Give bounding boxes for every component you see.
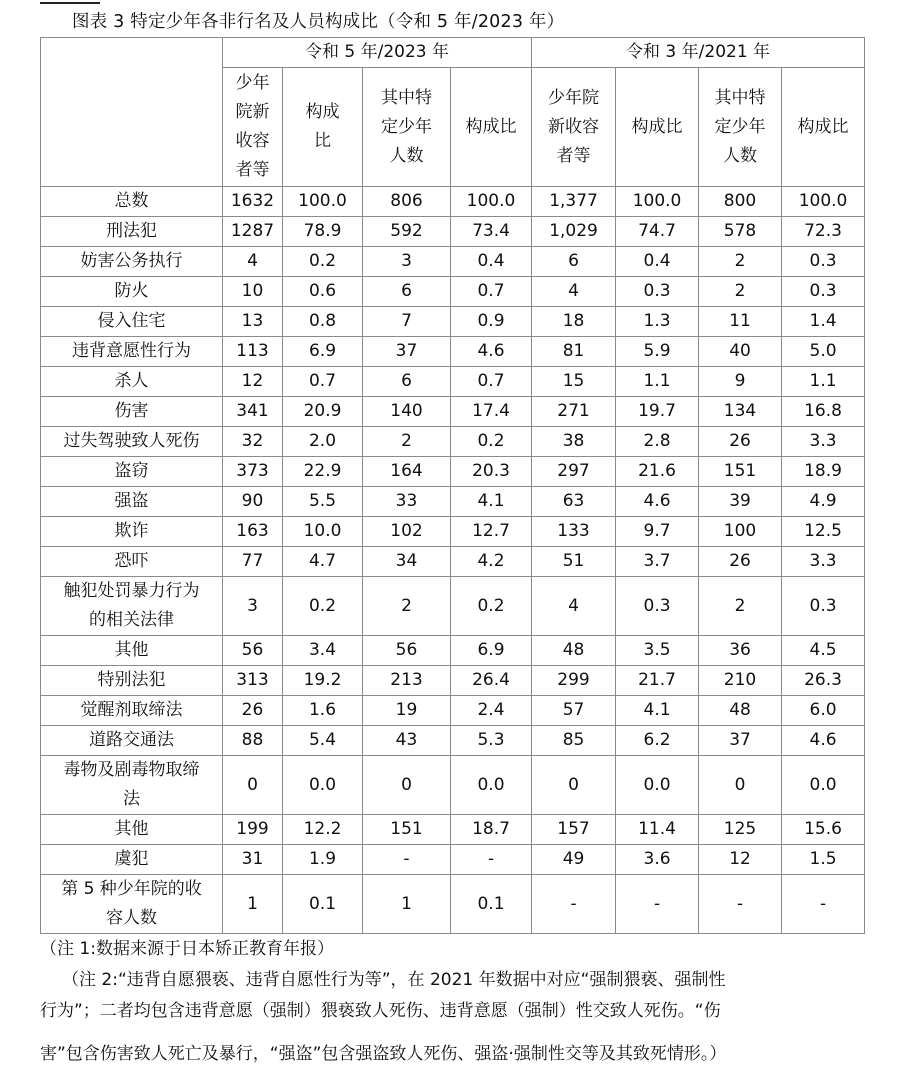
table-cell: 0.4: [616, 247, 699, 277]
table-cell: 0.0: [782, 756, 865, 815]
group-header-2021: 令和 3 年/2021 年: [532, 38, 865, 68]
row-label: [41, 726, 223, 756]
table-cell: 0.7: [451, 367, 532, 397]
column-header-line: 新收容: [548, 116, 600, 137]
row-label-line: 总数: [114, 191, 149, 211]
row-label: [41, 307, 223, 337]
table-cell: 57: [532, 696, 616, 726]
table-row: [41, 756, 865, 815]
table-cell: 20.3: [451, 457, 532, 487]
row-label: [41, 666, 223, 696]
table-cell: 1: [363, 875, 451, 934]
row-label-line: 法: [123, 789, 140, 809]
table-cell: 4: [532, 577, 616, 636]
table-cell: 4.1: [616, 696, 699, 726]
row-label-line: 其他: [114, 640, 149, 660]
table-cell: 341: [223, 397, 283, 427]
note-2-line-2: 行为”；二者均包含违背意愿（强制）猥亵致人死伤、违背意愿（强制）性交致人死伤。“伤: [40, 1001, 721, 1021]
table-row: [41, 636, 865, 666]
table-cell: 26.3: [782, 666, 865, 696]
table-cell: 12: [699, 845, 782, 875]
table-cell: 10.0: [283, 517, 363, 547]
table-cell: 90: [223, 487, 283, 517]
column-header-line: 者等: [556, 145, 591, 166]
row-label: [41, 577, 223, 636]
table-cell: 299: [532, 666, 616, 696]
table-cell: 10: [223, 277, 283, 307]
table-cell: 3.3: [782, 547, 865, 577]
row-label-line: 其他: [114, 819, 149, 839]
row-label-line: 觉醒剂取缔法: [80, 700, 183, 720]
table-cell: 1.4: [782, 307, 865, 337]
table-cell: 11.4: [616, 815, 699, 845]
row-label-line: 侵入住宅: [97, 311, 166, 331]
table-cell: 164: [363, 457, 451, 487]
table-cell: 0.3: [616, 577, 699, 636]
table-cell: 37: [699, 726, 782, 756]
table-row: [41, 457, 865, 487]
table-body: [41, 187, 865, 934]
table-cell: -: [782, 875, 865, 934]
table-cell: 134: [699, 397, 782, 427]
table-row: [41, 247, 865, 277]
table-cell: 0.1: [283, 875, 363, 934]
column-header-line: 人数: [389, 145, 424, 166]
table-cell: 806: [363, 187, 451, 217]
table-cell: 33: [363, 487, 451, 517]
table-cell: -: [363, 845, 451, 875]
note-1: （注 1:数据来源于日本矫正教育年报）: [40, 939, 334, 959]
column-header-line: 少年院: [548, 87, 600, 108]
table-cell: 63: [532, 487, 616, 517]
table-cell: 43: [363, 726, 451, 756]
table-cell: 19.7: [616, 397, 699, 427]
table-cell: 2.0: [283, 427, 363, 457]
row-label-line: 强盗: [114, 491, 149, 511]
table-cell: 140: [363, 397, 451, 427]
table-cell: 13: [223, 307, 283, 337]
row-label: [41, 517, 223, 547]
row-label: [41, 547, 223, 577]
table-cell: 100.0: [283, 187, 363, 217]
table-row: [41, 427, 865, 457]
table-cell: 78.9: [283, 217, 363, 247]
table-cell: 4: [532, 277, 616, 307]
table-row: [41, 517, 865, 547]
table-cell: 15.6: [782, 815, 865, 845]
column-header: [782, 68, 865, 187]
table-row: [41, 187, 865, 217]
row-label: [41, 756, 223, 815]
row-label: [41, 696, 223, 726]
table-cell: 0.0: [451, 756, 532, 815]
table-cell: 4.9: [782, 487, 865, 517]
table-cell: 0.1: [451, 875, 532, 934]
column-header-line: 构成比: [631, 116, 683, 137]
table-cell: 1287: [223, 217, 283, 247]
row-label-line: 道路交通法: [89, 730, 174, 750]
table-cell: 4.6: [451, 337, 532, 367]
table-cell: -: [616, 875, 699, 934]
table-row: [41, 337, 865, 367]
table-cell: 12: [223, 367, 283, 397]
offense-statistics-table: [40, 37, 865, 934]
row-label-line: 欺诈: [114, 521, 149, 541]
table-cell: 18: [532, 307, 616, 337]
table-cell: 48: [699, 696, 782, 726]
table-cell: 4.6: [782, 726, 865, 756]
column-header: [616, 68, 699, 187]
table-cell: 151: [363, 815, 451, 845]
table-row: [41, 845, 865, 875]
table-cell: 0.2: [283, 577, 363, 636]
table-row: [41, 217, 865, 247]
table-cell: 1.3: [616, 307, 699, 337]
table-cell: 210: [699, 666, 782, 696]
table-cell: 199: [223, 815, 283, 845]
table-cell: 0: [532, 756, 616, 815]
row-label-line: 容人数: [106, 908, 157, 928]
column-header-line: 定少年: [381, 116, 432, 137]
row-label-line: 刑法犯: [106, 221, 157, 241]
table-cell: 0.9: [451, 307, 532, 337]
table-cell: 7: [363, 307, 451, 337]
table-cell: 6: [363, 367, 451, 397]
column-header-line: 构成比: [797, 116, 849, 137]
row-label-header: [41, 38, 223, 187]
column-header-line: 者等: [235, 160, 270, 180]
column-header-line: 比: [314, 131, 331, 151]
table-cell: 6.9: [283, 337, 363, 367]
column-header: [283, 68, 363, 187]
table-cell: 81: [532, 337, 616, 367]
table-row: [41, 666, 865, 696]
table-cell: 19: [363, 696, 451, 726]
row-label: [41, 815, 223, 845]
table-cell: 0.0: [283, 756, 363, 815]
table-cell: 12.2: [283, 815, 363, 845]
table-cell: 6.2: [616, 726, 699, 756]
table-cell: 0.6: [283, 277, 363, 307]
table-cell: 1,029: [532, 217, 616, 247]
table-cell: 0: [223, 756, 283, 815]
row-label: [41, 397, 223, 427]
table-cell: 1: [223, 875, 283, 934]
row-label: [41, 487, 223, 517]
row-label: [41, 187, 223, 217]
row-label-line: 违背意愿性行为: [72, 341, 191, 361]
table-cell: -: [451, 845, 532, 875]
table-cell: 313: [223, 666, 283, 696]
table-cell: 0.4: [451, 247, 532, 277]
table-cell: 51: [532, 547, 616, 577]
table-cell: 18.7: [451, 815, 532, 845]
table-cell: 56: [363, 636, 451, 666]
table-cell: 26.4: [451, 666, 532, 696]
table-cell: 163: [223, 517, 283, 547]
table-cell: 3.4: [283, 636, 363, 666]
table-cell: 373: [223, 457, 283, 487]
table-cell: 21.6: [616, 457, 699, 487]
table-cell: 0.2: [451, 427, 532, 457]
table-cell: 1.9: [283, 845, 363, 875]
table-cell: 15: [532, 367, 616, 397]
table-cell: 1.5: [782, 845, 865, 875]
table-cell: 26: [223, 696, 283, 726]
table-cell: 100: [699, 517, 782, 547]
table-cell: 6: [363, 277, 451, 307]
note-2-line-3: 害”包含伤害致人死亡及暴行，“强盗”包含强盗致人死伤、强盗·强制性交等及其致死情形。）: [40, 1044, 727, 1064]
table-cell: 74.7: [616, 217, 699, 247]
row-label-line: 虞犯: [114, 849, 149, 869]
table-cell: 3.5: [616, 636, 699, 666]
column-header-line: 其中特: [381, 87, 432, 108]
table-row: [41, 577, 865, 636]
table-cell: 125: [699, 815, 782, 845]
table-cell: 151: [699, 457, 782, 487]
table-cell: 133: [532, 517, 616, 547]
table-cell: 100.0: [616, 187, 699, 217]
column-header-line: 其中特: [714, 87, 766, 108]
table-row: [41, 367, 865, 397]
note-2-line-1: （注 2:“违背自愿猥亵、违背自愿性行为等”，在 2021 年数据中对应“强制猥亵、强制性: [62, 970, 726, 990]
table-row: [41, 726, 865, 756]
row-label: [41, 367, 223, 397]
table-cell: 17.4: [451, 397, 532, 427]
table-row: [41, 875, 865, 934]
table-cell: 3: [363, 247, 451, 277]
table-cell: 0.7: [451, 277, 532, 307]
table-cell: 36: [699, 636, 782, 666]
row-label-line: 特别法犯: [97, 670, 166, 690]
row-label: [41, 845, 223, 875]
header-group-row: [41, 38, 865, 68]
table-cell: 20.9: [283, 397, 363, 427]
table-cell: 0.0: [616, 756, 699, 815]
table-cell: 1.1: [782, 367, 865, 397]
column-header-line: 少年: [235, 73, 270, 93]
table-cell: 37: [363, 337, 451, 367]
table-cell: 2: [363, 577, 451, 636]
row-label-line: 防火: [114, 281, 149, 301]
table-cell: 0.3: [782, 577, 865, 636]
row-label: [41, 636, 223, 666]
table-cell: -: [532, 875, 616, 934]
row-label-line: 盗窃: [114, 461, 149, 481]
table-cell: 0.7: [283, 367, 363, 397]
cropped-text-fragment: [40, 0, 100, 4]
table-cell: 4.5: [782, 636, 865, 666]
row-label: [41, 217, 223, 247]
table-cell: 4.7: [283, 547, 363, 577]
column-header-line: 院新: [235, 102, 270, 122]
table-cell: 21.7: [616, 666, 699, 696]
table-cell: 3: [223, 577, 283, 636]
row-label: [41, 457, 223, 487]
column-header: [699, 68, 782, 187]
table-cell: 2: [363, 427, 451, 457]
table-cell: 1.1: [616, 367, 699, 397]
table-cell: 4.2: [451, 547, 532, 577]
table-cell: 578: [699, 217, 782, 247]
table-cell: 3.7: [616, 547, 699, 577]
table-cell: 0.3: [616, 277, 699, 307]
table-row: [41, 487, 865, 517]
table-cell: 0.3: [782, 247, 865, 277]
table-row: [41, 277, 865, 307]
row-label-line: 妨害公务执行: [80, 251, 183, 271]
table-cell: 800: [699, 187, 782, 217]
table-cell: 16.8: [782, 397, 865, 427]
table-cell: 213: [363, 666, 451, 696]
table-cell: 49: [532, 845, 616, 875]
row-label: [41, 277, 223, 307]
table-cell: 297: [532, 457, 616, 487]
table-cell: 32: [223, 427, 283, 457]
table-cell: 26: [699, 547, 782, 577]
table-cell: 5.0: [782, 337, 865, 367]
table-cell: 34: [363, 547, 451, 577]
table-cell: 2.4: [451, 696, 532, 726]
table-cell: 1.6: [283, 696, 363, 726]
table-cell: 2: [699, 277, 782, 307]
row-label: [41, 427, 223, 457]
table-cell: 1,377: [532, 187, 616, 217]
table-cell: 4.1: [451, 487, 532, 517]
table-cell: 73.4: [451, 217, 532, 247]
table-cell: 3.6: [616, 845, 699, 875]
table-cell: 0: [363, 756, 451, 815]
table-cell: 6.9: [451, 636, 532, 666]
table-cell: 56: [223, 636, 283, 666]
column-header: [363, 68, 451, 187]
table-cell: 0.2: [451, 577, 532, 636]
table-cell: -: [699, 875, 782, 934]
row-label-line: 毒物及剧毒物取缔: [63, 760, 200, 780]
row-label-line: 第 5 种少年院的收: [61, 879, 202, 899]
table-caption: 图表 3 特定少年各非行名及人员构成比（令和 5 年/2023 年）: [72, 12, 565, 32]
column-header-line: 人数: [723, 145, 758, 166]
table-cell: 5.9: [616, 337, 699, 367]
table-row: [41, 547, 865, 577]
table-cell: 19.2: [283, 666, 363, 696]
table-cell: 1632: [223, 187, 283, 217]
row-label: [41, 875, 223, 934]
table-cell: 5.5: [283, 487, 363, 517]
row-label-line: 过失驾驶致人死伤: [63, 431, 200, 451]
table-cell: 100.0: [451, 187, 532, 217]
row-label-line: 恐吓: [114, 551, 149, 571]
table-cell: 39: [699, 487, 782, 517]
table-cell: 271: [532, 397, 616, 427]
table-cell: 12.5: [782, 517, 865, 547]
table-cell: 31: [223, 845, 283, 875]
table-cell: 2: [699, 247, 782, 277]
column-header-line: 收容: [235, 131, 270, 151]
table-cell: 2: [699, 577, 782, 636]
column-header-line: 构成比: [465, 116, 517, 137]
table-cell: 5.4: [283, 726, 363, 756]
table-row: [41, 397, 865, 427]
table-cell: 0: [699, 756, 782, 815]
table-cell: 26: [699, 427, 782, 457]
table-cell: 40: [699, 337, 782, 367]
table-row: [41, 696, 865, 726]
row-label: [41, 337, 223, 367]
table-cell: 72.3: [782, 217, 865, 247]
row-label-line: 的相关法律: [89, 610, 174, 630]
table-cell: 4.6: [616, 487, 699, 517]
table-cell: 88: [223, 726, 283, 756]
table-cell: 0.2: [283, 247, 363, 277]
row-label: [41, 247, 223, 277]
table-cell: 0.8: [283, 307, 363, 337]
table-cell: 11: [699, 307, 782, 337]
row-label-line: 触犯处罚暴力行为: [63, 581, 200, 601]
table-cell: 12.7: [451, 517, 532, 547]
table-cell: 2.8: [616, 427, 699, 457]
table-cell: 157: [532, 815, 616, 845]
table-cell: 592: [363, 217, 451, 247]
column-header-line: 构成: [305, 102, 340, 122]
table-row: [41, 307, 865, 337]
table-cell: 18.9: [782, 457, 865, 487]
table-cell: 9: [699, 367, 782, 397]
table-cell: 4: [223, 247, 283, 277]
column-header: [223, 68, 283, 187]
table-cell: 85: [532, 726, 616, 756]
row-label-line: 伤害: [114, 401, 149, 421]
table-cell: 6.0: [782, 696, 865, 726]
table-cell: 22.9: [283, 457, 363, 487]
table-cell: 77: [223, 547, 283, 577]
table-cell: 102: [363, 517, 451, 547]
column-header-line: 定少年: [714, 116, 766, 137]
table-cell: 100.0: [782, 187, 865, 217]
table-cell: 6: [532, 247, 616, 277]
table-cell: 0.3: [782, 277, 865, 307]
column-header: [532, 68, 616, 187]
table-cell: 48: [532, 636, 616, 666]
column-header: [451, 68, 532, 187]
table-cell: 9.7: [616, 517, 699, 547]
table-row: [41, 815, 865, 845]
table-cell: 5.3: [451, 726, 532, 756]
row-label-line: 杀人: [114, 371, 149, 391]
table-cell: 113: [223, 337, 283, 367]
group-header-2023: 令和 5 年/2023 年: [223, 38, 532, 68]
table-cell: 3.3: [782, 427, 865, 457]
table-cell: 38: [532, 427, 616, 457]
